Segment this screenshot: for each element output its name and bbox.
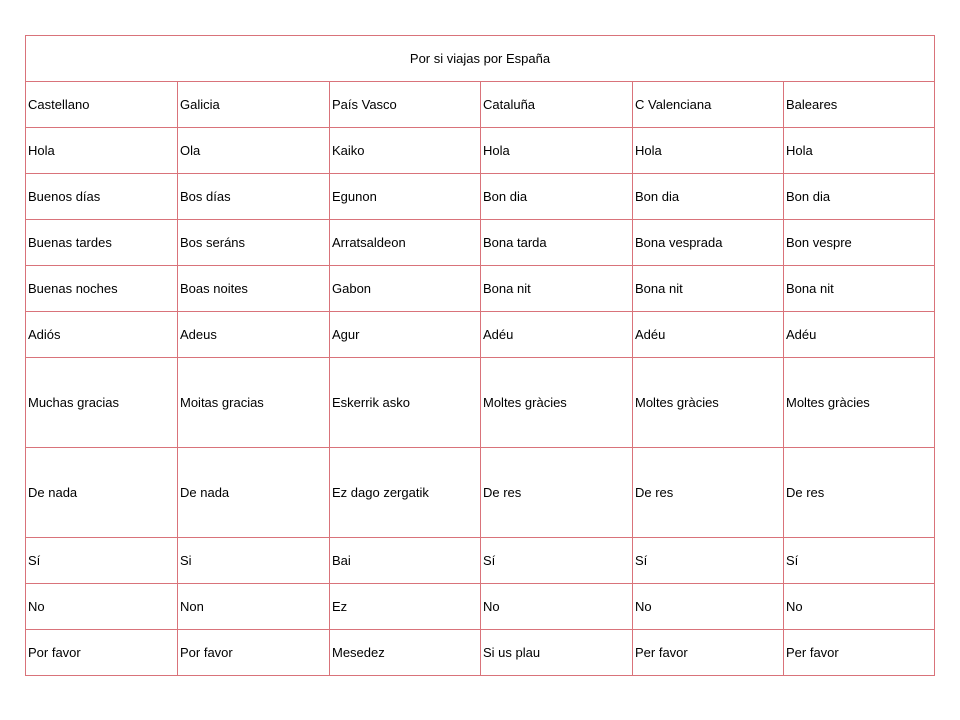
table-cell: Adéu xyxy=(633,312,784,358)
table-cell: Ez dago zergatik xyxy=(330,448,481,538)
table-row xyxy=(26,584,935,630)
table-cell: Bos seráns xyxy=(178,220,330,266)
table-cell: Hola xyxy=(26,128,178,174)
table-row xyxy=(26,448,935,538)
table-cell: De nada xyxy=(26,448,178,538)
table-cell: Hola xyxy=(784,128,935,174)
table-row xyxy=(26,128,935,174)
column-header: País Vasco xyxy=(330,82,481,128)
table-cell: No xyxy=(633,584,784,630)
table-cell: Moitas gracias xyxy=(178,358,330,448)
table-cell: Eskerrik asko xyxy=(330,358,481,448)
table-cell: De nada xyxy=(178,448,330,538)
table-cell: No xyxy=(784,584,935,630)
table-cell: Per favor xyxy=(633,630,784,676)
column-header: Galicia xyxy=(178,82,330,128)
table-cell: Bon dia xyxy=(633,174,784,220)
table-cell: Muchas gracias xyxy=(26,358,178,448)
table-cell: Mesedez xyxy=(330,630,481,676)
table-row xyxy=(26,358,935,448)
table-cell: Adiós xyxy=(26,312,178,358)
table-row xyxy=(26,630,935,676)
table-cell: Hola xyxy=(481,128,633,174)
table-cell: Bona nit xyxy=(481,266,633,312)
table-cell: Egunon xyxy=(330,174,481,220)
table-cell: Non xyxy=(178,584,330,630)
phrase-table xyxy=(25,35,935,676)
table-cell: Adeus xyxy=(178,312,330,358)
table-cell: De res xyxy=(784,448,935,538)
table-cell: Hola xyxy=(633,128,784,174)
table-cell: Boas noites xyxy=(178,266,330,312)
table-title: Por si viajas por España xyxy=(26,36,935,82)
table-cell: Sí xyxy=(26,538,178,584)
title-row xyxy=(26,36,935,82)
table-cell: Gabon xyxy=(330,266,481,312)
table-cell: Bon vespre xyxy=(784,220,935,266)
table-cell: Bona nit xyxy=(784,266,935,312)
table-cell: Bona nit xyxy=(633,266,784,312)
table-cell: Bona tarda xyxy=(481,220,633,266)
table-cell: Adéu xyxy=(481,312,633,358)
table-cell: Si us plau xyxy=(481,630,633,676)
table-cell: Por favor xyxy=(26,630,178,676)
table-row xyxy=(26,538,935,584)
table-cell: No xyxy=(481,584,633,630)
table-cell: Bai xyxy=(330,538,481,584)
table-row xyxy=(26,174,935,220)
table-cell: Adéu xyxy=(784,312,935,358)
table-cell: Sí xyxy=(481,538,633,584)
table-cell: Bona vesprada xyxy=(633,220,784,266)
table-cell: Arratsaldeon xyxy=(330,220,481,266)
table-cell: Por favor xyxy=(178,630,330,676)
table-cell: Bon dia xyxy=(784,174,935,220)
table-row xyxy=(26,266,935,312)
header-row xyxy=(26,82,935,128)
table-cell: No xyxy=(26,584,178,630)
table-cell: Si xyxy=(178,538,330,584)
table-cell: Buenas noches xyxy=(26,266,178,312)
table-cell: Sí xyxy=(633,538,784,584)
table-cell: Bos días xyxy=(178,174,330,220)
column-header: C Valenciana xyxy=(633,82,784,128)
table-cell: Bon dia xyxy=(481,174,633,220)
table-cell: Buenos días xyxy=(26,174,178,220)
table-row xyxy=(26,220,935,266)
column-header: Cataluña xyxy=(481,82,633,128)
table-cell: Moltes gràcies xyxy=(784,358,935,448)
table-cell: Ola xyxy=(178,128,330,174)
table-cell: Moltes gràcies xyxy=(633,358,784,448)
table-cell: Ez xyxy=(330,584,481,630)
table-cell: Moltes gràcies xyxy=(481,358,633,448)
table-cell: De res xyxy=(481,448,633,538)
table-cell: Agur xyxy=(330,312,481,358)
table-cell: Per favor xyxy=(784,630,935,676)
table-cell: De res xyxy=(633,448,784,538)
table-cell: Buenas tardes xyxy=(26,220,178,266)
column-header: Baleares xyxy=(784,82,935,128)
table-row xyxy=(26,312,935,358)
column-header: Castellano xyxy=(26,82,178,128)
table-cell: Kaiko xyxy=(330,128,481,174)
table-cell: Sí xyxy=(784,538,935,584)
